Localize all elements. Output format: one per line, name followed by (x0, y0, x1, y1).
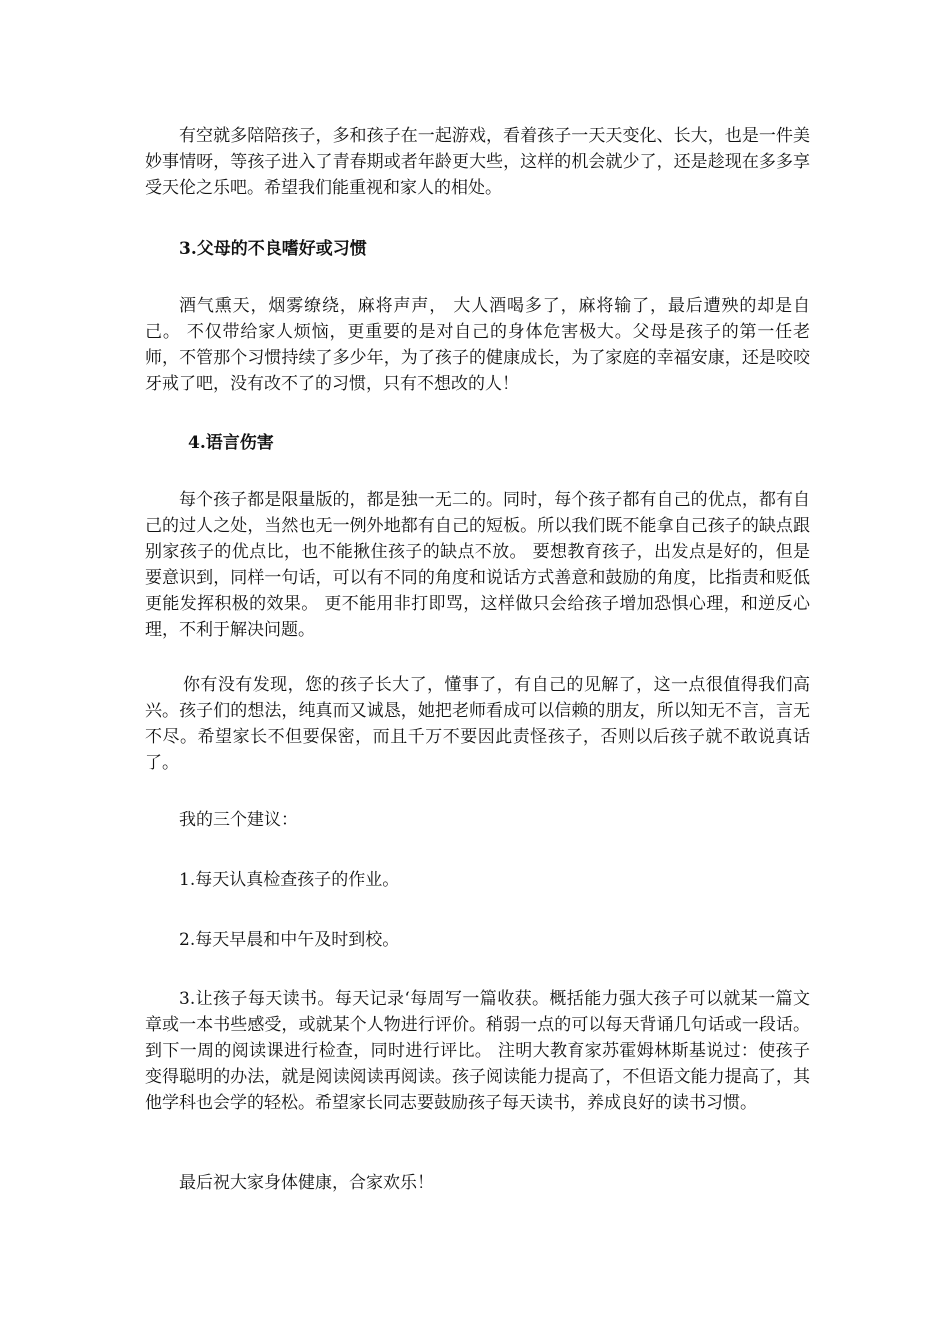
suggestion-3: 3.让孩子每天读书。每天记录‘每周写一篇收获。概括能力强大孩子可以就某一篇文章或一本书些感受，或就某个人物进行评价。稍弱一点的可以每天背诵几句话或一段话。到下一周的阅读课进行检查，同时进行评比。 注明大教育家苏霍姆林斯基说过：使孩子变得聪明的办法，就是阅读阅读再阅读。孩子阅读能力提高了，不但语文能力提高了，其他学科也会学的轻松。希望家长同志要鼓励孩子每天读书，养成良好的读书习惯。 (145, 989, 810, 1113)
suggestion-1: 1.每天认真检查孩子的作业。 (179, 870, 400, 890)
paragraph-family-time: 有空就多陪陪孩子，多和孩子在一起游戏，看着孩子一天天变化、长大，也是一件美妙事情呀，等孩子进入了青春期或者年龄更大些，这样的机会就少了，还是趁现在多多享受天伦之乐吧。希望我们能重视和家人的相处。 (145, 126, 810, 198)
suggestion-2: 2.每天早晨和中午及时到校。 (179, 930, 400, 950)
paragraph-bad-habits: 酒气熏天，烟雾缭绕，麻将声声， 大人酒喝多了，麻将输了，最后遭殃的却是自己。 不仅带给家人烦恼，更重要的是对自己的身体危害极大。父母是孩子的第一任老师，不管那个习惯持续了多少年，为了孩子的健康成长，为了家庭的幸福安康，还是咬咬牙戒了吧，没有改不了的习惯，只有不想改的人！ (145, 296, 810, 394)
paragraph-child-growth: 你有没有发现，您的孩子长大了，懂事了，有自己的见解了，这一点很值得我们高兴。孩子们的想法，纯真而又诚恳，她把老师看成可以信赖的朋友，所以知无不言，言无不尽。希望家长不但要保密，而且千万不要因此责怪孩子，否则以后孩子就不敢说真话了。 (145, 675, 810, 773)
heading-verbal-harm: 4.语言伤害 (188, 433, 274, 453)
closing-wish: 最后祝大家身体健康，合家欢乐！ (179, 1173, 434, 1193)
heading-bad-habits: 3.父母的不良嗜好或习惯 (179, 239, 367, 259)
paragraph-verbal-harm: 每个孩子都是限量版的，都是独一无二的。同时，每个孩子都有自己的优点，都有自己的过人之处，当然也无一例外地都有自己的短板。所以我们既不能拿自己孩子的缺点跟别家孩子的优点比，也不能揪住孩子的缺点不放。 要想教育孩子，出发点是好的，但是要意识到，同样一句话，可以有不同的角度和说话方式善意和鼓励的角度，比指责和贬低更能发挥积极的效果。 更不能用非打即骂，这样做只会给孩子增加恐惧心理，和逆反心理，不利于解决问题。 (145, 490, 810, 640)
suggestions-intro: 我的三个建议： (179, 810, 298, 830)
